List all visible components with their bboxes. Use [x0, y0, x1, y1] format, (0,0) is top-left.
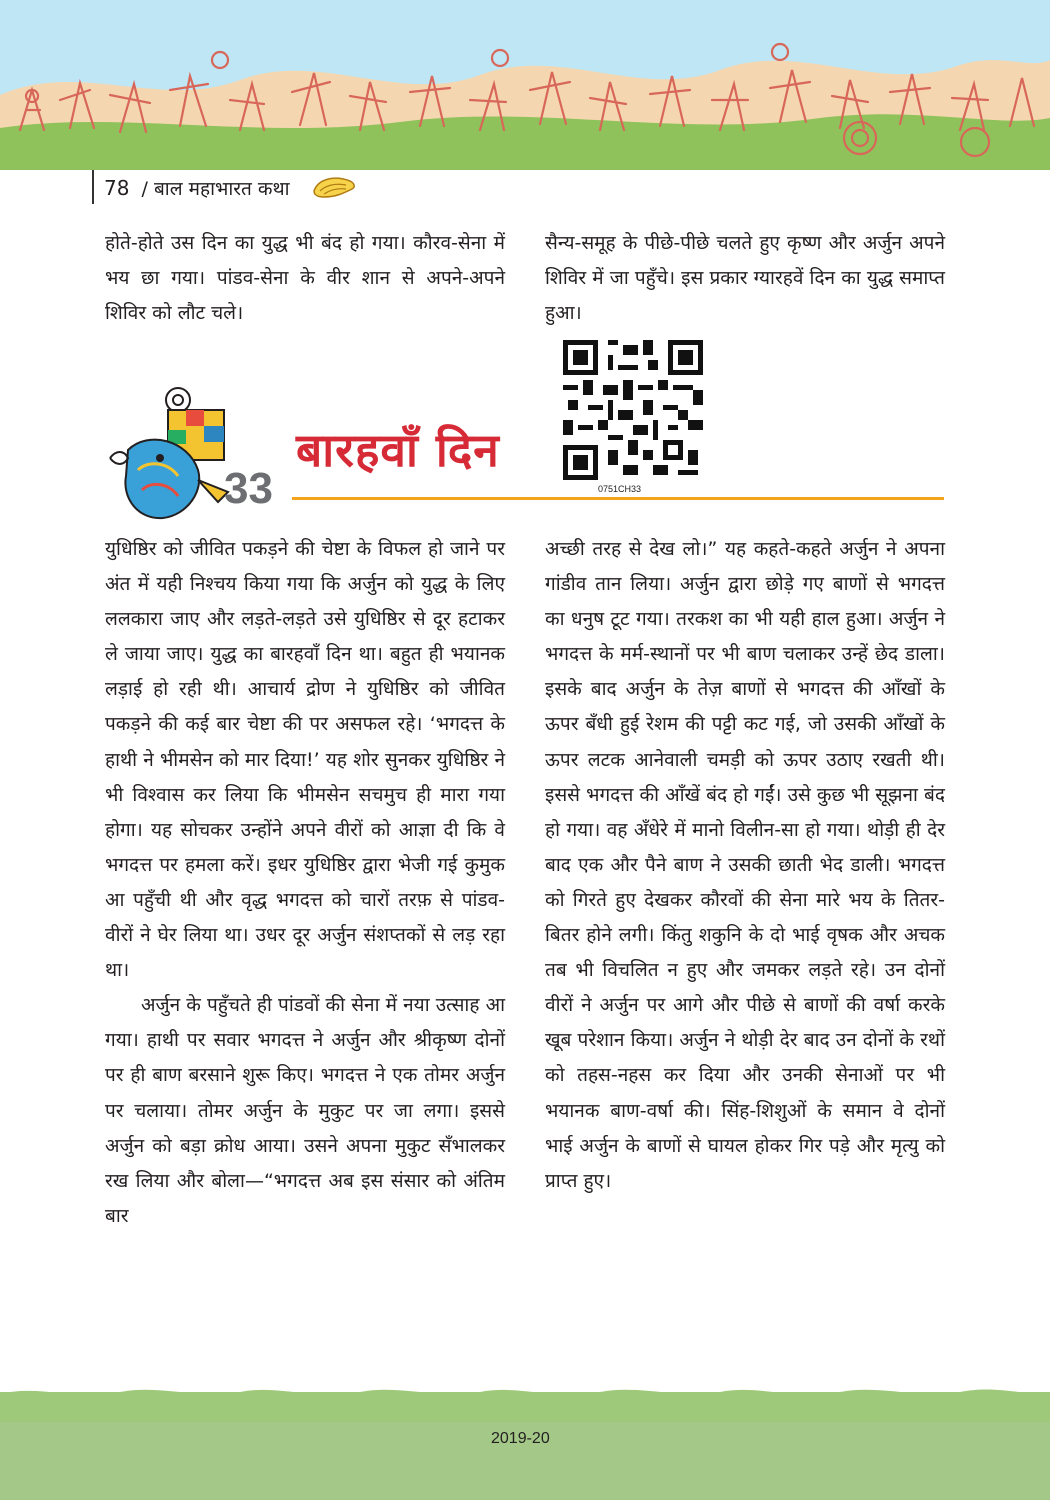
footer-edge: [0, 1384, 1050, 1404]
header-divider: [92, 170, 94, 204]
body-paragraph: अच्छी तरह से देख लो।” यह कहते-कहते अर्जुन ने अपना गांडीव तान लिया। अर्जुन द्वारा छोड़े गए बाणों से भगदत्त का धनुष टूट गया। तरकश का भी यही हाल हुआ। अर्जुन ने भगदत्त के मर्म-स्थानों पर भी बाण चलाकर उन्हें छेद डाला। इसके बाद अर्जुन के तेज़ बाणों से भगदत्त की आँखों के ऊपर बँधी हुई रेशम की पट्टी कट गई, जो उसकी आँखों के ऊपर लटक आनेवाली चमड़ी को ऊपर उठाए रखती थी। इससे भगदत्त की आँखें बंद हो गईं। उसे कुछ भी सूझना बंद हो गया। वह अँधेरे में मानो विलीन-सा हो गया। थोड़ी ही देर बाद एक और पैने बाण ने उसकी छाती भेद डाली। भगदत्त को गिरते हुए देखकर कौरवों की सेना मारे भय के तितर-बितर होने लगी। किंतु शकुनि के दो भाई वृषक और अचक तब भी विचलित न हुए और जमकर लड़ते रहे। उन दोनों वीरों ने अर्जुन पर आगे और पीछे से बाणों की वर्षा करके खूब परेशान किया। अर्जुन ने थोड़ी देर बाद उन दोनों के रथों को तहस-नहस कर दिया और उनकी सेनाओं पर भी भयानक बाण-वर्षा की। सिंह-शिशुओं के समान वे दोनों भाई अर्जुन के बाणों से घायल होकर गिर पड़े और मृत्यु को प्राप्त हुए।: [545, 538, 945, 1192]
running-header: [104, 175, 290, 201]
chapter-ornament: [108, 380, 238, 530]
battle-banner: [0, 0, 1050, 170]
qr-code[interactable]: [563, 340, 703, 480]
intro-paragraph-right: सैन्य-समूह के पीछे-पीछे चलते हुए कृष्ण और अर्जुन अपने शिविर में जा पहुँचे। इस प्रकार ग्यारहवें दिन का युद्ध समाप्त हुआ।: [545, 232, 945, 325]
chapter-number: 33: [224, 464, 273, 513]
chapter-title: बारहवाँ दिन: [296, 423, 500, 477]
book-title: / बाल महाभारत कथा: [141, 178, 290, 200]
footer-session: 2019-20: [491, 1430, 550, 1447]
page-number: 78: [104, 176, 130, 200]
qr-code-label: 0751CH33: [598, 484, 642, 494]
conch-shell-icon: [310, 173, 358, 203]
title-rule: [292, 497, 944, 500]
body-paragraph: युधिष्ठिर को जीवित पकड़ने की चेष्टा के विफल हो जाने पर अंत में यही निश्चय किया गया कि अर्जुन को युद्ध के लिए ललकारा जाए और लड़ते-लड़ते उसे युधिष्ठिर से दूर हटाकर ले जाया जाए। युद्ध का बारहवाँ दिन था। बहुत ही भयानक लड़ाई हो रही थी। आचार्य द्रोण ने युधिष्ठिर को जीवित पकड़ने की कई बार चेष्टा की पर असफल रहे। ‘भगदत्त के हाथी ने भीमसेन को मार दिया!’ यह शोर सुनकर युधिष्ठिर ने भी विश्वास कर लिया कि भीमसेन सचमुच ही मारा गया होगा। यह सोचकर उन्होंने अपने वीरों को आज्ञा दी कि वे भगदत्त पर हमला करें। इधर युधिष्ठिर द्वारा भेजी गई कुमुक आ पहुँची थी और वृद्ध भगदत्त को चारों तरफ़ से पांडव-वीरों ने घेर लिया था। उधर दूर अर्जुन संशप्तकों से लड़ रहा था।: [105, 538, 505, 982]
body-right-column: [545, 532, 945, 1199]
body-left-column: [105, 532, 505, 1234]
battle-scene-illustration: [0, 0, 1050, 170]
intro-left-column: [105, 226, 505, 331]
intro-right-column: [545, 226, 945, 331]
body-paragraph: अर्जुन के पहुँचते ही पांडवों की सेना में नया उत्साह आ गया। हाथी पर सवार भगदत्त ने अर्जुन और श्रीकृष्ण दोनों पर ही बाण बरसाने शुरू किए। भगदत्त ने एक तोमर अर्जुन पर चलाया। तोमर अर्जुन के मुकुट पर जा लगा। इससे अर्जुन को बड़ा क्रोध आया। उसने अपना मुकुट सँभालकर रख लिया और बोला—“भगदत्त अब इस संसार को अंतिम बार: [105, 994, 505, 1227]
intro-paragraph-left: होते-होते उस दिन का युद्ध भी बंद हो गया। कौरव-सेना में भय छा गया। पांडव-सेना के वीर शान से अपने-अपने शिविर को लौट चले।: [105, 232, 505, 325]
